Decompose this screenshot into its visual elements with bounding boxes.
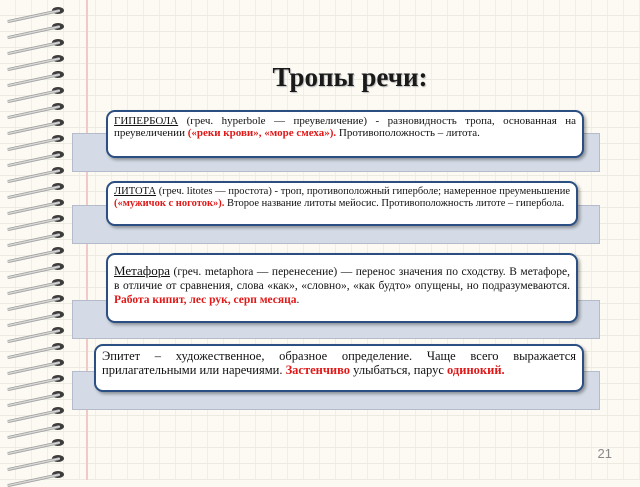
spiral-ring [4,374,66,384]
spiral-ring [4,470,66,480]
spiral-ring [4,182,66,192]
spiral-ring [4,102,66,112]
spiral-ring [4,166,66,176]
spiral-ring [4,326,66,336]
definition-text: (греч. litotes — простота) - троп, противоположный гиперболе; намеренное преуменьшение [156,186,570,197]
example-text: Застенчиво [285,363,351,378]
spiral-ring [4,22,66,32]
spiral-ring [4,134,66,144]
definition-text: (греч. hyperbole — преувеличение) - разновидность тропа, основанная на преувеличении [114,115,576,140]
spiral-ring [4,198,66,208]
spiral-ring [4,230,66,240]
page-number: 21 [597,446,612,461]
example-text: одинокий. [447,363,505,378]
term-epithet: Эпитет [102,349,141,363]
spiral-ring [4,150,66,160]
spiral-ring [4,246,66,256]
spiral-ring [4,390,66,400]
spiral-ring [4,262,66,272]
spiral-ring [4,310,66,320]
definition-text: Противоположность – литота. [336,127,480,140]
spiral-ring [4,214,66,224]
spiral-ring [4,54,66,64]
spiral-ring [4,438,66,448]
spiral-ring [4,294,66,304]
page-title: Тропы речи: [272,62,428,92]
spiral-binding [0,0,70,480]
spiral-ring [4,6,66,16]
example-text: («реки крови», «море смеха»). [187,127,337,140]
block-hyperbole [106,110,584,158]
spiral-ring [4,422,66,432]
definition-text: улыбаться, парус [350,363,448,378]
spiral-ring [4,70,66,80]
term-hyperbole: ГИПЕРБОЛА [114,115,179,127]
spiral-ring [4,278,66,288]
definition-text: Второе название литоты мейосис. Противоположность литоте – гипербола. [224,197,565,209]
block-litotes [106,181,578,226]
block-metaphor [106,253,578,323]
spiral-ring [4,454,66,464]
definition-text: . [296,293,300,306]
spiral-ring [4,342,66,352]
spiral-ring [4,118,66,128]
block-epithet [94,344,584,392]
example-text: («мужичок с ноготок»). [114,197,225,209]
term-litotes: ЛИТОТА [114,186,157,197]
term-metaphor: Метафора [114,263,170,278]
definition-text: (греч. metaphora — перенесение) — перенос значения по сходству. В метафоре, в отличие от сравнения, слова «как», «словно», «как будто» опущены, но подразумеваются. [114,266,570,292]
spiral-ring [4,86,66,96]
spiral-ring [4,38,66,48]
definition-text: – художественное, образное определение. Чаще всего выражается прилагательными или наречиями. [102,349,576,378]
example-text: Работа кипит, лес рук, серп месяца [114,293,297,306]
spiral-ring [4,358,66,368]
spiral-ring [4,406,66,416]
